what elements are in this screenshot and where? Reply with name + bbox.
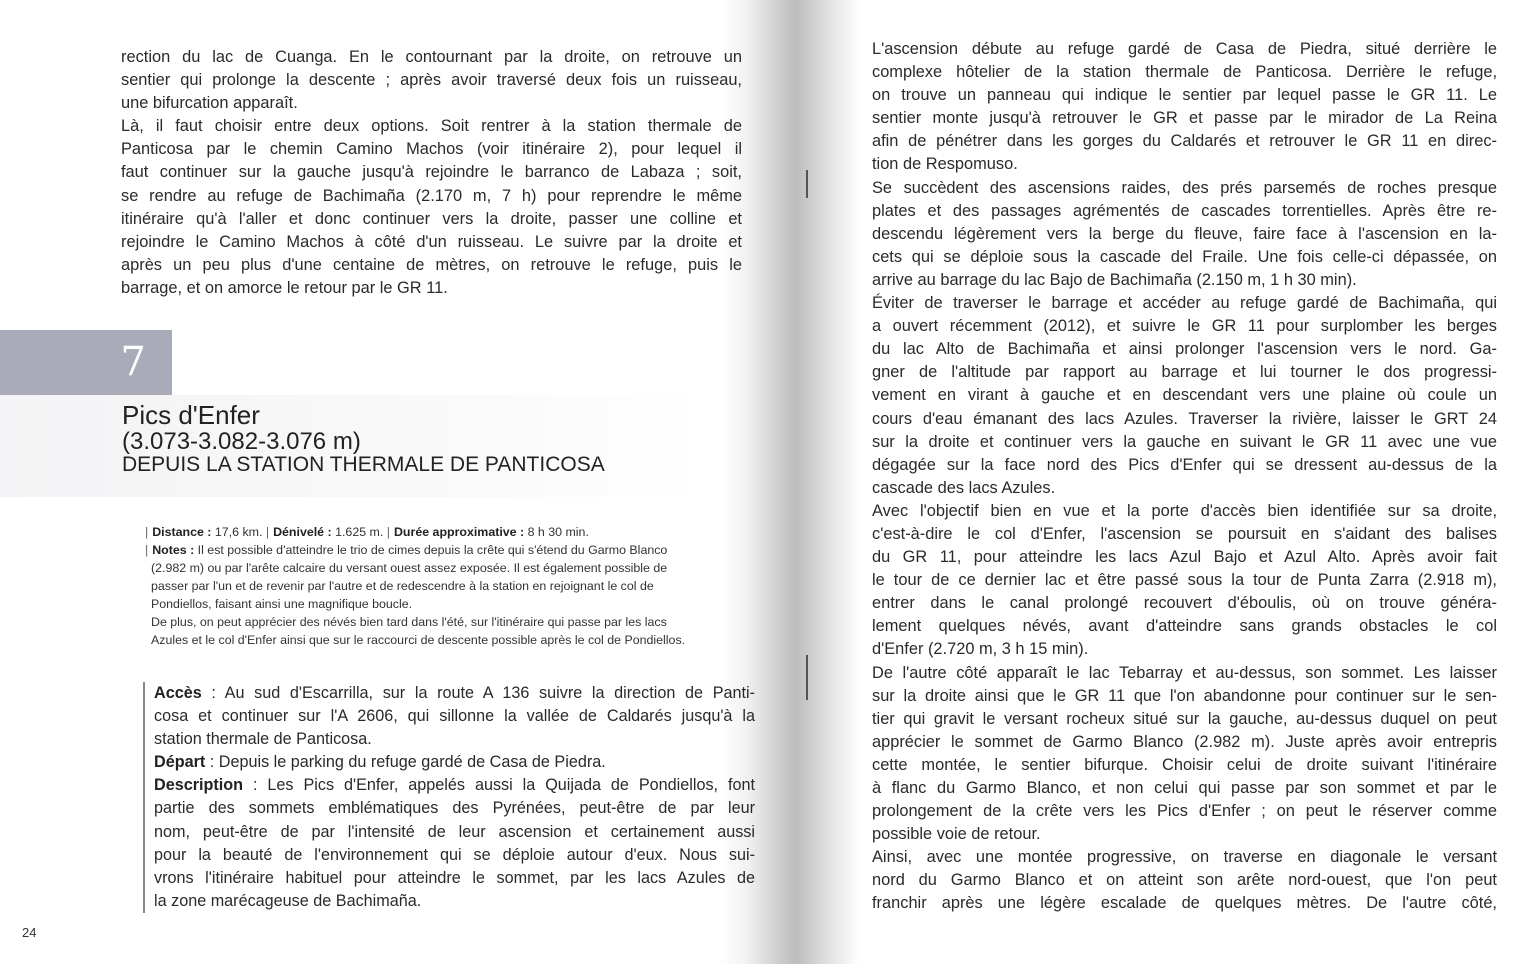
distance-value: 17,6 km. [214,525,263,539]
text-line: plates et des passages agrémentés de cascades torrentielles. Après être re- [872,201,1497,220]
access-text: nom, peut-être de par l'intensité de leur ascension et certainement aussi [154,822,755,841]
text-line: barrage, et on amorce le retour par le GR 11. [121,278,448,297]
paragraph [872,38,1497,177]
text-line: apprécier le sommet de Garmo Blanco (2.982 m). Juste après avoir entrepris [872,732,1497,751]
text-line: du lac Alto de Bachimaña et ainsi prolonger l'ascension vers le nord. Ga- [872,340,1497,359]
text-line: sentier monte jusqu'à retrouver le GR et passe par le mirador de La Reina [872,109,1497,128]
text-line: c'est-à-dire le col d'Enfer, l'ascension se poursuit en s'aidant des balises [872,524,1497,543]
access-line [154,890,755,913]
duration-label: Durée approximative : [393,525,525,539]
text-line: franchir après une légère escalade de quelques mètres. De l'autre côté, [872,894,1497,913]
binding-staple [806,170,808,198]
text-line: De l'autre côté apparaît le lac Tebarray et au-dessus, son sommet. Les laisser [872,663,1497,682]
access-line [154,797,755,820]
page-number: 24 [22,925,37,940]
section-number: 7 [0,330,172,395]
text-line: arrive au barrage du lac Bajo de Bachimaña (2.150 m, 1 h 30 min). [872,270,1357,289]
text-line: Là, il faut choisir entre deux options. Soit rentrer à la station thermale de [121,117,742,136]
text-line: à flanc du Garmo Blanco, et non celui qui passe par son sommet et par le [872,779,1497,797]
access-text: partie des sommets emblématiques des Pyrénées, peut-être de par leur [154,799,755,818]
paragraph [872,177,1497,292]
text-line: tion de Respomuso. [872,155,1018,174]
text-line: Se succèdent des ascensions raides, des prés parsemés de roches presque [872,178,1497,197]
route-stats: | Distance : 17,6 km. | Dénivelé : 1.625 m. | Durée approximative : 8 h 30 min. [145,525,589,539]
text-line: dégagée sur la face nord des Pics d'Enfer qui se dressent au-dessus de la [872,455,1497,474]
elevation-label: Dénivelé : [273,525,332,539]
text-line: on trouve un panneau qui indique le sentier par lequel passe le GR 11. Le [872,86,1497,105]
access-text: la zone marécageuse de Bachimaña. [154,891,422,910]
access-text: vrons l'itinéraire habituel pour atteindre le sommet, par les lacs Azules de [154,868,755,887]
access-line [154,682,755,705]
notes-line [145,613,743,631]
text-line: prolongement de la crête vers les Pics d'Enfer ; on peut le réserver comme [872,802,1497,821]
access-label-accès: Accès [154,684,202,702]
access-text: pour la beauté de l'environnement qui se déploie autour d'eux. Nous sui- [154,845,755,864]
paragraph [872,292,1497,500]
duration-value: 8 h 30 min. [527,525,589,539]
access-description-block [143,682,755,913]
text-line: rection du lac de Cuanga. En le contournant par la droite, on retrouve un [121,48,742,66]
text-line: descendu légèrement vers la berge du fleuve, faire face à l'ascension en la- [872,224,1497,243]
notes-text: (2.982 m) ou par l'arête calcaire du versant ouest assez exposée. Il est également possible de [151,561,668,575]
access-line [154,705,755,728]
text-line: après un peu plus d'une centaine de mètres, on retrouve le refuge, puis le [121,255,742,274]
notes [145,541,743,649]
text-line: Ainsi, avec une montée progressive, on traverse en diagonale le versant [872,848,1497,867]
section-altitudes: (3.073-3.082-3.076 m) [122,428,361,455]
text-line: Panticosa par le chemin Camino Machos (voir itinéraire 2), pour lequel il [121,140,742,159]
section-title: Pics d'Enfer [122,400,260,430]
elevation-value: 1.625 m. [335,525,384,539]
access-line [154,751,755,774]
text-line: faut continuer sur la gauche jusqu'à rejoindre le barranco de Labaza ; soit, [121,163,742,182]
text-line: a ouvert récemment (2012), et suivre le GR 11 pour surplomber les berges [872,317,1497,336]
notes-line [145,595,743,613]
text-line: le tour de ce dernier lac et être passé sous la tour de Punta Zarra (2.918 m), [872,571,1497,590]
binding-staple [806,655,808,700]
access-text: : Depuis le parking du refuge gardé de Casa de Piedra. [205,753,606,772]
access-line [154,867,755,890]
notes-line [145,631,743,649]
text-line: se rendre au refuge de Bachimaña (2.170 m, 7 h) pour reprendre le même [121,186,742,205]
section-subtitle: DEPUIS LA STATION THERMALE DE PANTICOSA [122,453,605,476]
divider-bar: | [145,543,149,557]
text-line: L'ascension débute au refuge gardé de Casa de Piedra, situé derrière le [872,40,1497,58]
notes-text: passer par l'un et de revenir par l'autre et de redescendre à la station en rejoignant le col de [151,579,654,593]
notes-line [145,541,743,559]
text-line: une bifurcation apparaît. [121,94,298,113]
text-line: cets qui se déploie sous la cascade del Fraile. Une fois celle-ci dépassée, on [872,247,1497,266]
left-page-body [121,46,742,300]
notes-line [145,559,743,577]
paragraph [872,662,1497,847]
paragraph [121,46,742,115]
access-text: : Les Pics d'Enfer, appelés aussi la Quijada de Pondiellos, font [243,776,755,795]
notes-text: Il est possible d'atteindre le trio de cimes depuis la crête qui s'étend du Garmo Blanco [197,543,668,557]
access-line [154,844,755,867]
text-line: cours d'eau émanant des lacs Azules. Traverser la rivière, laisser le GRT 24 [872,409,1497,428]
notes-text: Pondiellos, faisant ainsi une magnifique boucle. [151,597,413,611]
text-line: sur la droite ainsi que le GR 11 que l'on abandonne pour continuer sur le sen- [872,686,1497,705]
notes-label: Notes : [152,543,195,557]
access-line [154,728,755,751]
right-page-body [872,38,1497,916]
notes-line [145,577,743,595]
access-text: : Au sud d'Escarrilla, sur la route A 136 suivre la direction de Panti- [201,684,755,702]
paragraph [121,115,742,300]
text-line: du GR 11, pour atteindre les lacs Azul Bajo et Azul Alto. Après avoir fait [872,548,1497,567]
notes-text: De plus, on peut apprécier des névés bien tard dans l'été, sur l'itinéraire qui passe par les lacs [151,615,667,629]
paragraph [872,846,1497,915]
access-text: station thermale de Panticosa. [154,730,372,749]
text-line: vement en virant à gauche et en descendant vers une plaine où coule un [872,386,1497,405]
access-label-départ: Départ [154,753,206,772]
access-line [154,774,755,797]
access-line [154,821,755,844]
notes-text: Azules et le col d'Enfer ainsi que sur le raccourci de descente possible après le col de Pondiellos. [151,633,686,647]
text-line: d'Enfer (2.720 m, 3 h 15 min). [872,640,1089,659]
text-line: afin de pénétrer dans les gorges du Caldarés et retrouver le GR 11 en direc- [872,132,1497,151]
text-line: lement quelques névés, avant d'atteindre sans grands obstacles le col [872,617,1497,636]
route-info-box [145,523,743,649]
text-line: cascade des lacs Azules. [872,478,1056,497]
text-line: sentier qui prolonge la descente ; après avoir traversé deux fois un ruisseau, [121,71,742,90]
text-line: rejoindre le Camino Machos à côté d'un ruisseau. Le suivre par la droite et [121,232,742,251]
text-line: itinéraire qu'à l'aller et donc continuer vers la droite, passer une colline et [121,209,742,228]
access-label-description: Description [154,776,244,795]
text-line: tier qui gravit le versant rocheux situé sur la gauche, au-dessus duquel on peut [872,709,1497,728]
text-line: gner de l'altitude par rapport au barrage et lui tourner le dos progressi- [872,363,1497,382]
paragraph [872,500,1497,662]
text-line: sur la droite et continuer vers la gauche en suivant le GR 11 avec une vue [872,432,1497,451]
distance-label: Distance : [152,525,212,539]
text-line: entrer dans le canal prolongé recouvert d'éboulis, où on trouve généra- [872,594,1497,613]
text-line: Éviter de traverser le barrage et accéder au refuge gardé de Bachimaña, qui [872,294,1497,313]
text-line: possible voie de retour. [872,825,1041,844]
text-line: Avec l'objectif bien en vue et la porte d'accès bien identifiée sur sa droite, [872,501,1497,520]
text-line: complexe hôtelier de la station thermale de Panticosa. Derrière le refuge, [872,63,1497,82]
text-line: nord du Garmo Blanco et on atteint son arête nord-ouest, que l'on peut [872,871,1497,890]
access-text: cosa et continuer sur l'A 2606, qui sillonne la vallée de Caldarés jusqu'à la [154,707,755,726]
text-line: cette montée, le sentier bifurque. Choisir celui de droite suivant l'itinéraire [872,755,1497,774]
